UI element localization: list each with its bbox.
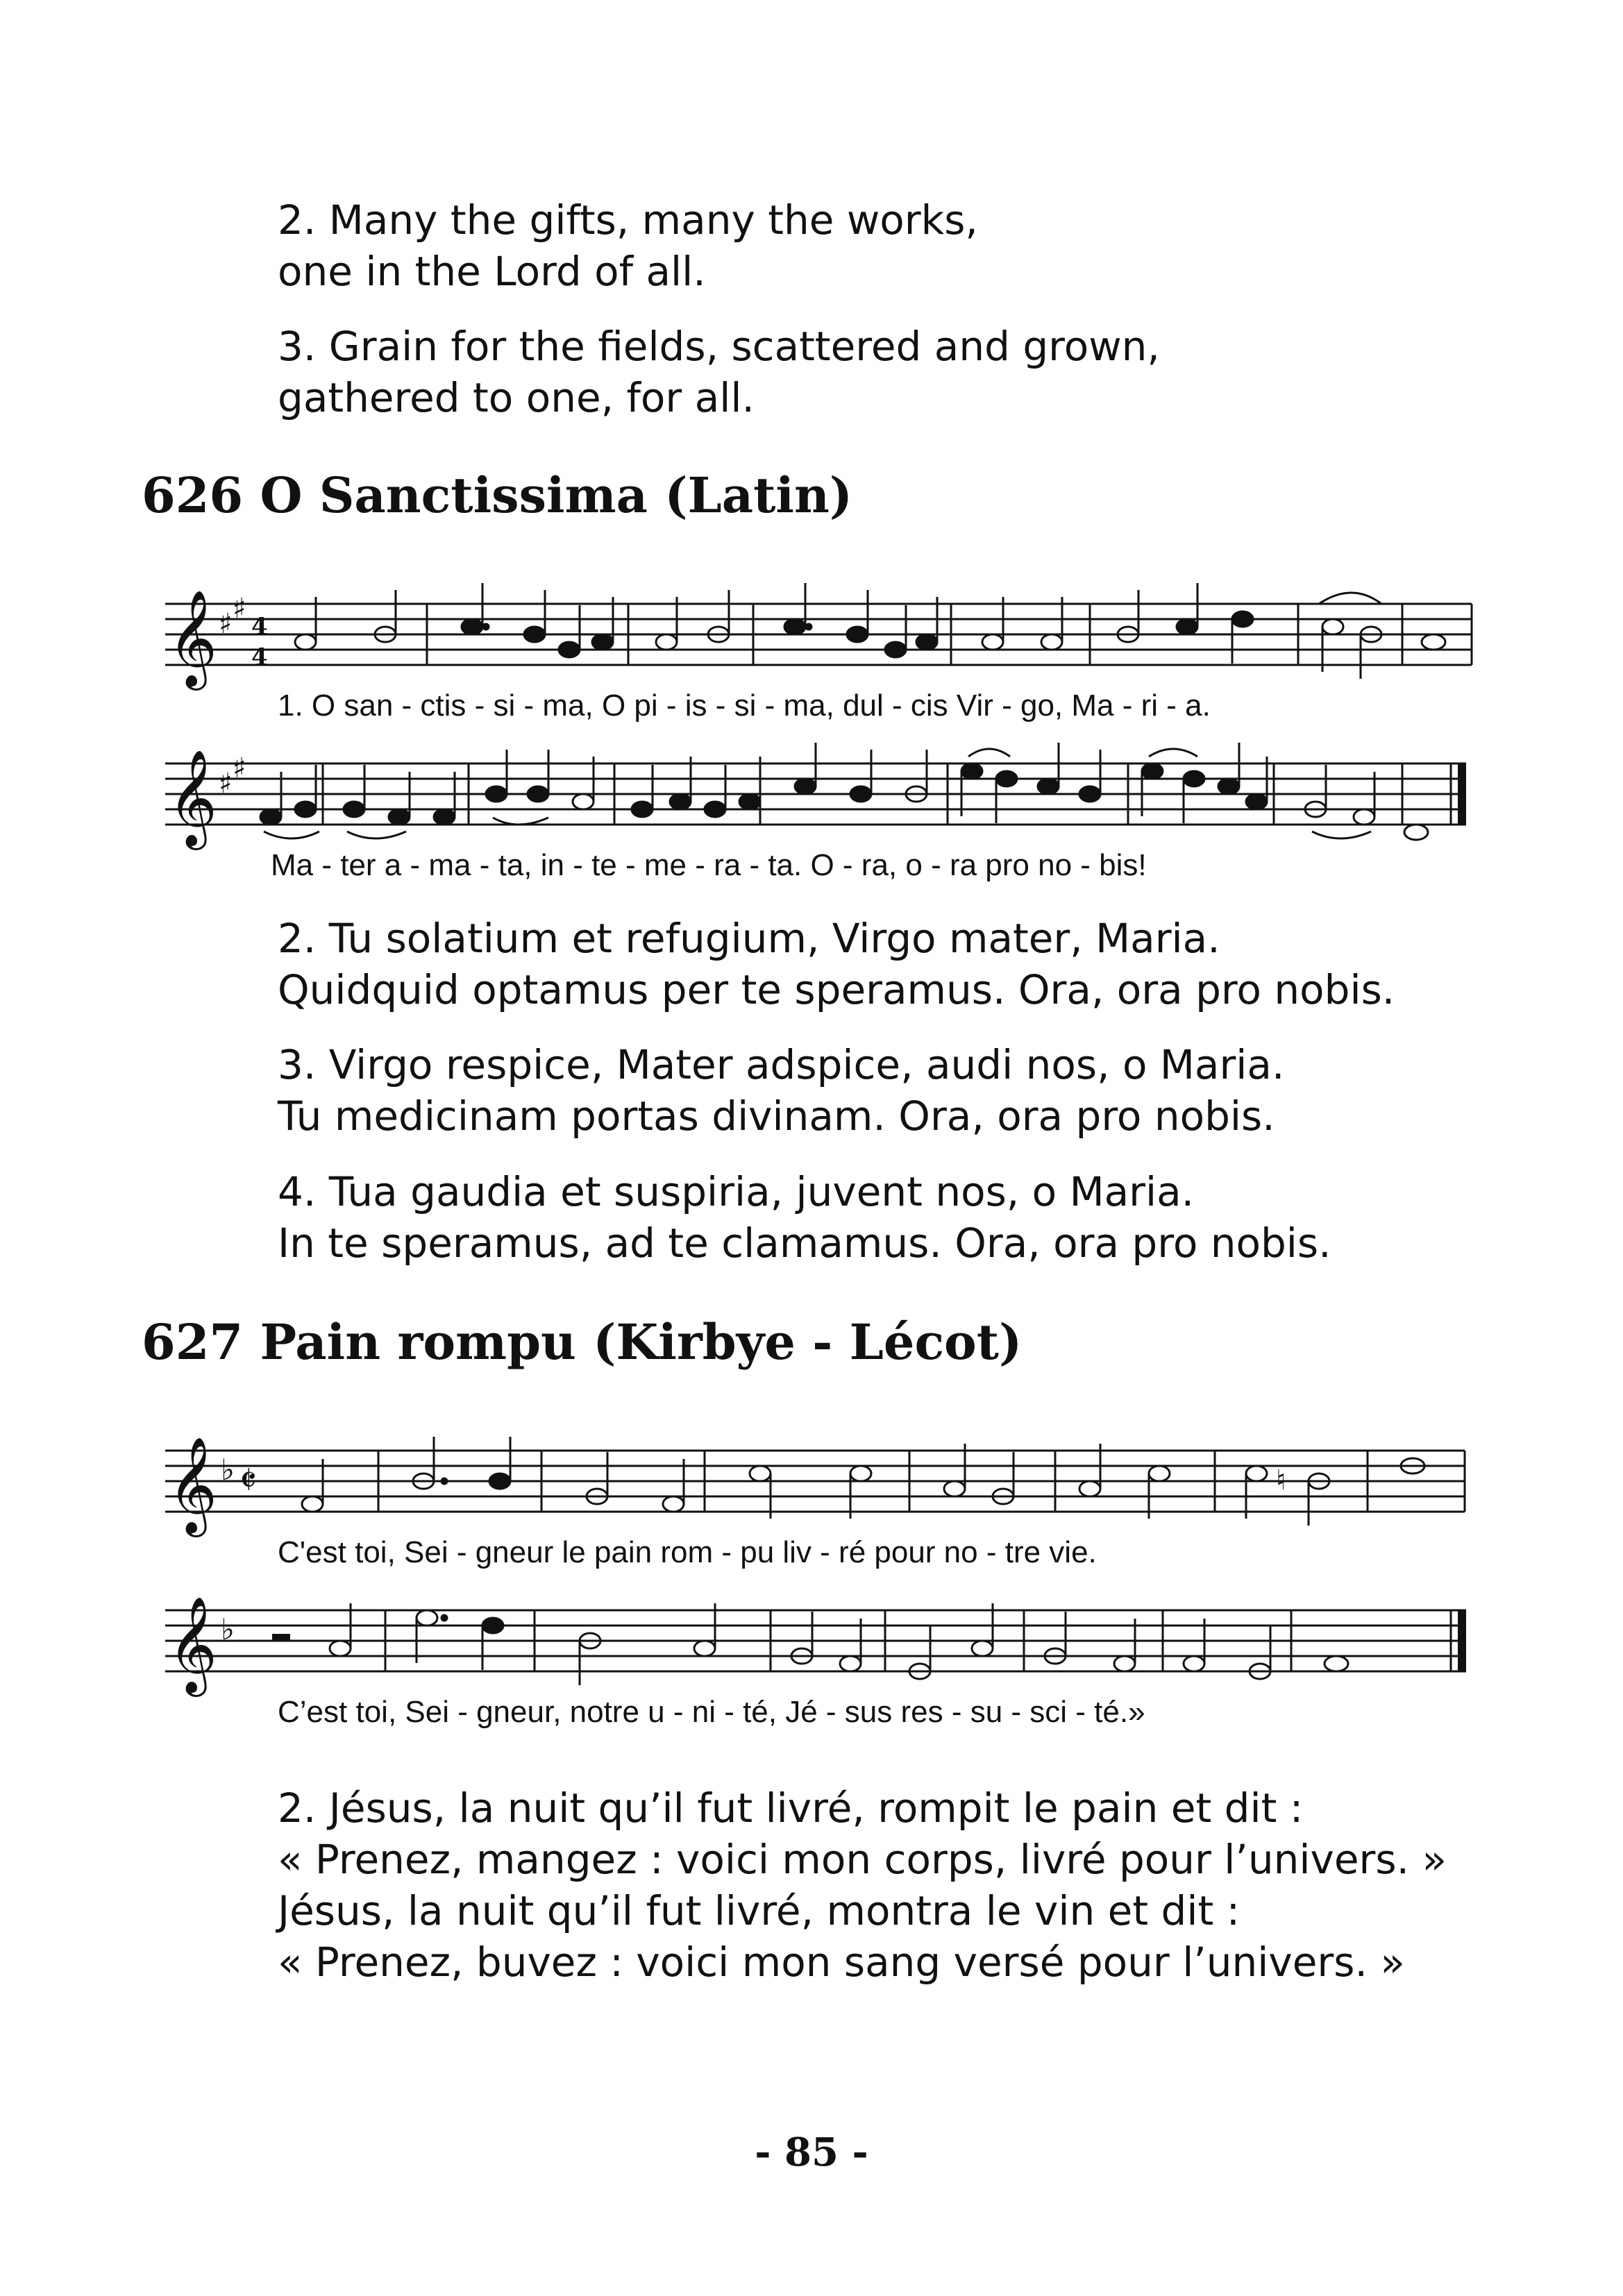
svg-text:♯: ♯ — [219, 768, 233, 800]
svg-text:♭: ♭ — [221, 1453, 235, 1487]
hymn626-lyrics-line2: Ma - ter a - ma - ta, in - te - me - ra - ta. O - ra, o - ra pro no - bis! — [271, 848, 1147, 882]
hymn625-verse2: 2. Many the gifts, many the works, one in the Lord of all. — [278, 196, 978, 295]
svg-text:♯: ♯ — [219, 608, 233, 640]
svg-text:♮: ♮ — [1276, 1464, 1286, 1496]
hymn627-lyrics-line1: C'est toi, Sei - gneur le pain rom - pu liv - ré pour no - tre vie. — [278, 1535, 1097, 1569]
hymn627-title: 627 Pain rompu (Kirbye - Lécot) — [142, 1313, 1023, 1371]
page-number: - 85 - — [755, 2129, 868, 2175]
svg-text:𝄞: 𝄞 — [168, 590, 217, 686]
hymn627-verse2: 2. Jésus, la nuit qu’il fut livré, rompit le pain et dit : « Prenez, mangez : voici mon corps, livré pour l’univers. » Jésus, la nuit qu’il fut livré, montra le vin et dit : « Prenez, buvez : voici mon sang versé pour l’univers. » — [278, 1784, 1447, 1986]
hymn626-staff-2 — [0, 729, 1623, 868]
svg-text:𝄵: 𝄵 — [239, 1458, 258, 1503]
svg-text:♯: ♯ — [233, 752, 246, 784]
hymn627-lyrics-line2: C’est toi, Sei - gneur, notre u - ni - té, Jé - sus res - su - sci - té.» — [278, 1695, 1145, 1729]
svg-text:♭: ♭ — [221, 1612, 235, 1646]
svg-text:𝄞: 𝄞 — [168, 1596, 217, 1693]
hymn626-verse4: 4. Tua gaudia et suspiria, juvent nos, o Maria. In te speramus, ad te clamamus. Ora, ora pro nobis. — [278, 1168, 1331, 1267]
hymn626-verse3: 3. Virgo respice, Mater adspice, audi nos, o Maria. Tu medicinam portas divinam. Ora, ora pro nobis. — [278, 1041, 1285, 1140]
svg-text:𝄞: 𝄞 — [168, 750, 217, 846]
hymn627-staff-2 — [0, 1576, 1623, 1714]
hymn626-lyrics-line1: 1. O san - ctis - si - ma, O pi - is - si - ma, dul - cis Vir - go, Ma - ri - a. — [278, 689, 1211, 723]
hymn626-title: 626 O Sanctissima (Latin) — [142, 466, 853, 524]
hymn626-verse2: 2. Tu solatium et refugium, Virgo mater, Maria. Quidquid optamus per te speramus. Ora, ora pro nobis. — [278, 915, 1395, 1013]
hymn626-staff-1 — [0, 569, 1623, 708]
svg-text:4: 4 — [251, 643, 268, 671]
svg-text:4: 4 — [251, 613, 268, 641]
svg-text:𝄞: 𝄞 — [168, 1437, 217, 1533]
hymn627-staff-1 — [0, 1416, 1623, 1555]
svg-text:♯: ♯ — [233, 593, 246, 625]
hymn625-verse3: 3. Grain for the fields, scattered and grown, gathered to one, for all. — [278, 323, 1160, 421]
